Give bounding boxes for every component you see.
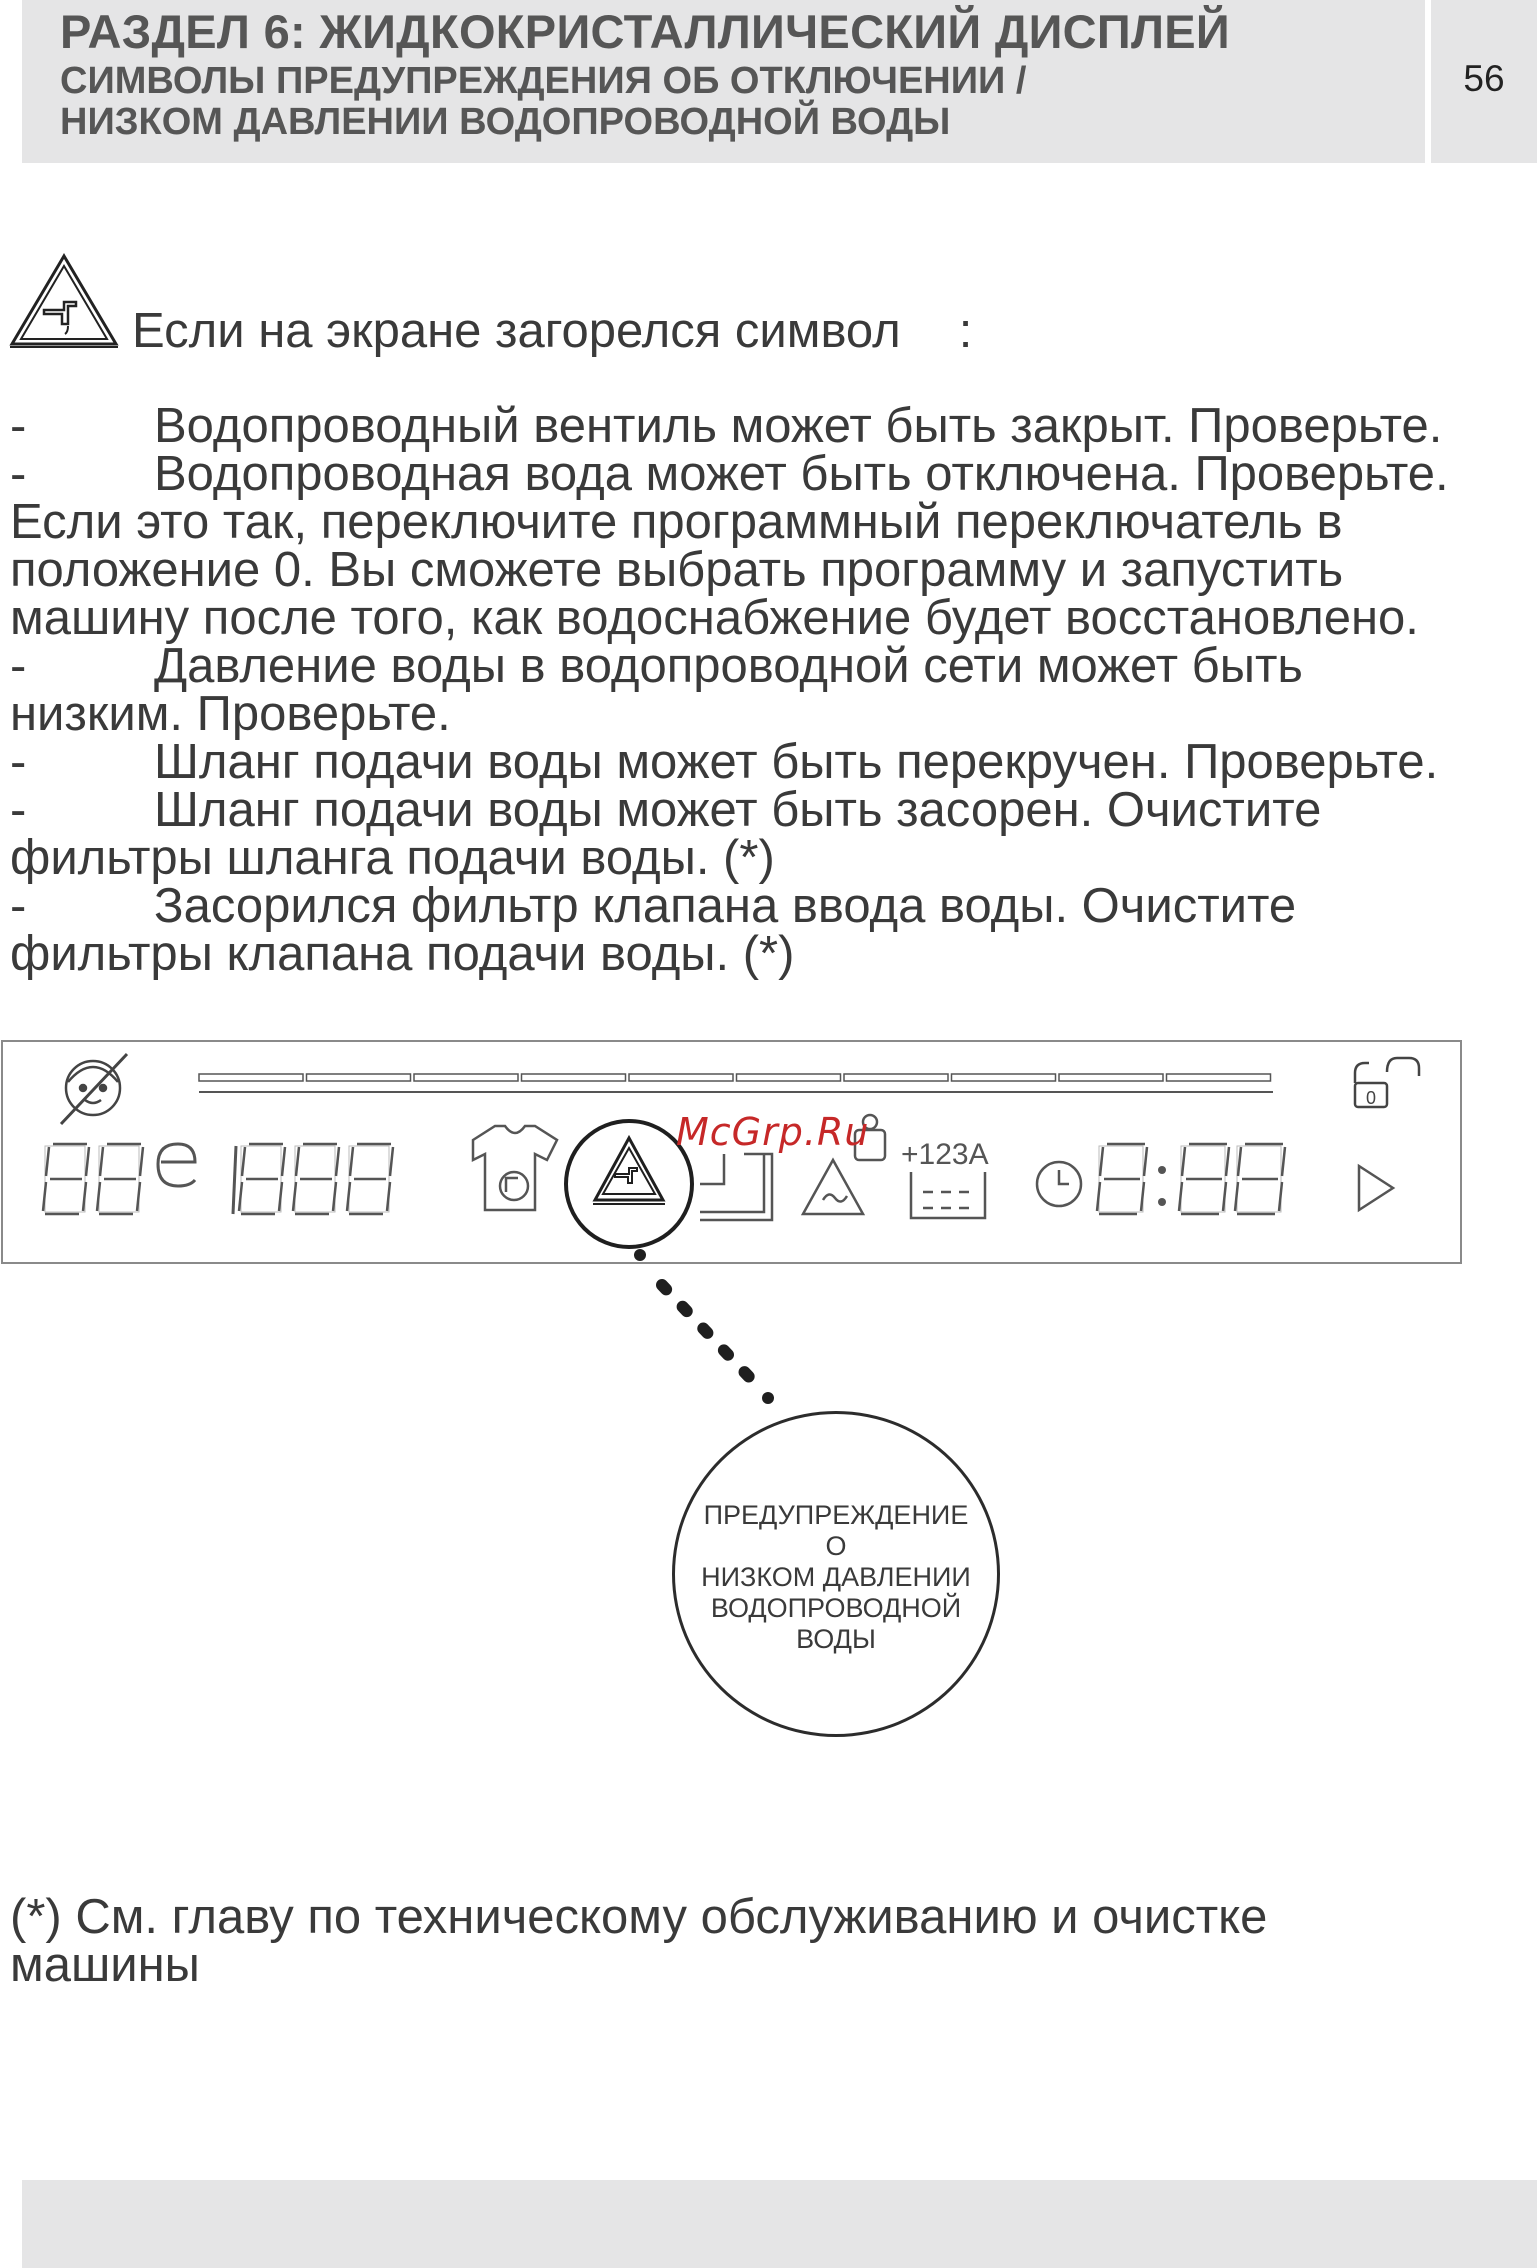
body-line-text: Засорился фильтр клапана ввода воды. Очистите	[154, 879, 1297, 933]
body-line	[10, 879, 1530, 933]
body-line	[10, 927, 1530, 981]
bullet-dash: -	[10, 447, 27, 501]
body-line-text: положение 0. Вы сможете выбрать программу и запустить	[10, 543, 1344, 597]
low-water-pressure-warning-icon	[566, 1121, 692, 1247]
body-line	[10, 687, 1530, 741]
section-subtitle-line1: СИМВОЛЫ ПРЕДУПРЕЖДЕНИЯ ОБ ОТКЛЮЧЕНИИ /	[60, 60, 1027, 102]
page-number-box	[1431, 0, 1537, 163]
colon-separator	[1158, 1166, 1166, 1206]
lcd-digit	[1179, 1144, 1229, 1214]
body-line	[10, 543, 1530, 597]
body-line-text: Водопроводный вентиль может быть закрыт. Проверьте.	[154, 399, 1443, 453]
section-title: РАЗДЕЛ 6: ЖИДКОКРИСТАЛЛИЧЕСКИЙ ДИСПЛЕЙ	[60, 5, 1231, 58]
progress-segment	[629, 1074, 733, 1081]
lcd-digits-right	[1097, 1144, 1285, 1214]
page-number: 56	[1463, 58, 1505, 99]
callout-line: ПРЕДУПРЕЖДЕНИЕ	[703, 1500, 969, 1530]
body-line	[10, 399, 1530, 453]
lcd-e-glyph	[158, 1144, 195, 1186]
basin-icon	[911, 1172, 985, 1218]
callout-circle	[672, 1411, 1000, 1737]
lcd-digit	[347, 1144, 393, 1214]
body-text	[10, 399, 1530, 981]
body-line-text: Шланг подачи воды может быть перекручен. Проверьте.	[154, 735, 1439, 789]
body-line-text: машину после того, как водоснабжение будет восстановлено.	[10, 591, 1419, 645]
play-icon	[1359, 1166, 1393, 1210]
body-line	[10, 447, 1530, 501]
extra-rinse-label: +123A	[901, 1138, 989, 1171]
lcd-digit	[1235, 1144, 1285, 1214]
intro-colon: :	[958, 304, 973, 358]
body-line	[10, 783, 1530, 837]
body-line-text: Шланг подачи воды может быть засорен. Очистите	[154, 783, 1322, 837]
footnote-line1: (*) См. главу по техническому обслуживанию и очистке	[10, 1890, 1268, 1944]
progress-bar	[199, 1074, 1273, 1092]
bullet-dash: -	[10, 735, 27, 789]
lock-icon	[1355, 1058, 1419, 1108]
progress-segment	[952, 1074, 1056, 1081]
bullet-dash: -	[10, 783, 27, 837]
body-line-text: Давление воды в водопроводной сети может быть	[154, 639, 1303, 693]
callout-line: ВОДЫ	[796, 1624, 876, 1654]
footnote-line2: машины	[10, 1938, 200, 1992]
intro-text: Если на экране загорелся символ	[132, 304, 901, 358]
body-line-text: низким. Проверьте.	[10, 687, 451, 741]
callout-line: О	[825, 1531, 847, 1561]
bullet-dash: -	[10, 399, 27, 453]
progress-segment	[307, 1074, 411, 1081]
body-line	[10, 591, 1530, 645]
body-line	[10, 831, 1530, 885]
footnote	[10, 1890, 1510, 1992]
body-line	[10, 639, 1530, 693]
body-line-text: фильтры шланга подачи воды. (*)	[10, 831, 775, 885]
progress-segment	[1059, 1074, 1163, 1081]
bullet-dash: -	[10, 879, 27, 933]
low-water-pressure-warning-icon	[8, 252, 120, 350]
callout-text	[655, 1500, 1017, 1655]
timer-icon	[1037, 1162, 1081, 1206]
progress-segment	[737, 1074, 841, 1081]
callout-line: ВОДОПРОВОДНОЙ	[710, 1593, 962, 1623]
lcd-digits-left	[43, 1144, 393, 1214]
lcd-digit	[1097, 1144, 1147, 1214]
tap-icon	[700, 1154, 772, 1220]
progress-segment	[414, 1074, 518, 1081]
body-line-text: Если это так, переключите программный переключатель в	[10, 495, 1343, 549]
page-header	[22, 0, 1425, 163]
watermark: McGrp.Ru	[676, 1110, 870, 1154]
section-subtitle-line2: НИЗКОМ ДАВЛЕНИИ ВОДОПРОВОДНОЙ ВОДЫ	[60, 101, 951, 143]
body-line	[10, 495, 1530, 549]
progress-segment	[1167, 1074, 1271, 1081]
callout-line: НИЗКОМ ДАВЛЕНИИ	[701, 1562, 971, 1592]
body-line-text: фильтры клапана подачи воды. (*)	[10, 927, 795, 981]
footer-band	[22, 2180, 1537, 2268]
shirt-icon	[473, 1126, 557, 1210]
progress-segment	[199, 1074, 303, 1081]
body-line-text: Водопроводная вода может быть отключена. Проверьте.	[154, 447, 1449, 501]
anti-crease-icon	[803, 1160, 863, 1214]
lcd-digit	[43, 1144, 89, 1214]
intro-line	[132, 303, 972, 359]
progress-segment	[844, 1074, 948, 1081]
lcd-digit	[239, 1144, 285, 1214]
lcd-digit	[293, 1144, 339, 1214]
progress-segment	[522, 1074, 626, 1081]
lock-digit: 0	[1365, 1088, 1377, 1108]
bullet-dash: -	[10, 639, 27, 693]
lcd-digit	[97, 1144, 143, 1214]
child-face-icon	[61, 1054, 127, 1124]
body-line	[10, 735, 1530, 789]
